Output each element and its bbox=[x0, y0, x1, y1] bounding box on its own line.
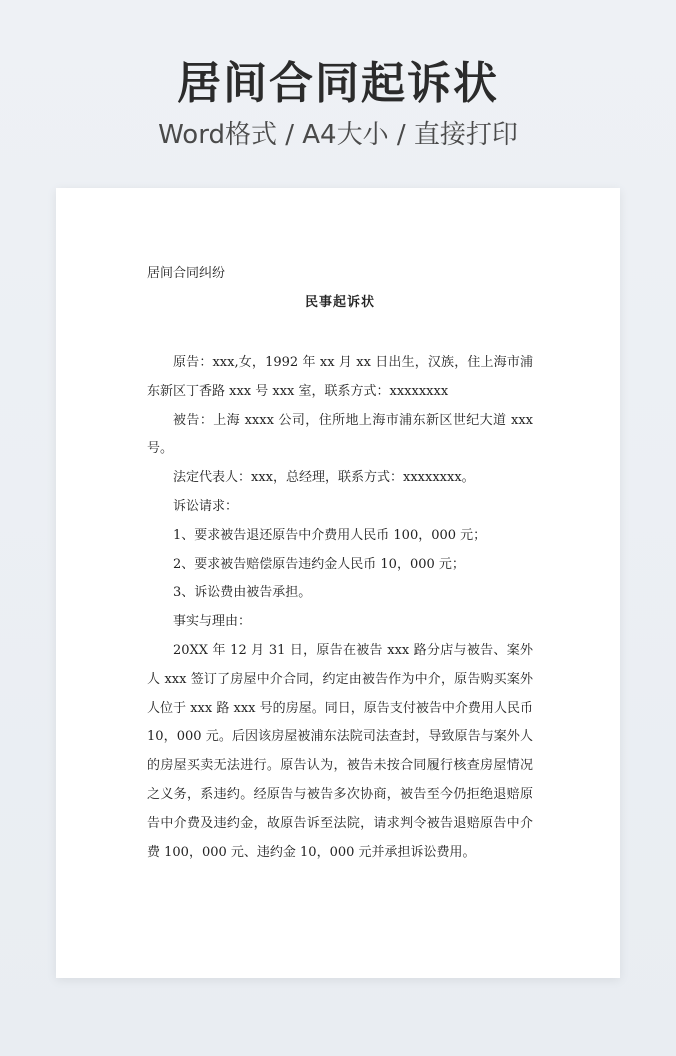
banner-subtitle: Word格式 / A4大小 / 直接打印 bbox=[158, 120, 518, 150]
legal-representative-paragraph: 法定代表人：xxx，总经理，联系方式：xxxxxxxx。 bbox=[173, 470, 475, 486]
banner-title: 居间合同起诉状 bbox=[177, 58, 499, 109]
claim-item-3: 3、诉讼费由被告承担。 bbox=[173, 585, 312, 601]
facts-paragraph: 20XX 年 12 月 31 日，原告在被告 xxx 路分店与被告、案外人 xxx 签订了房屋中介合同，约定由被告作为中介，原告购买案外人位于 xxx 路 xxx 号的房屋。同日，原告支付被告中介费用人民币 10，000 元。后因该房屋被浦东法院司法查封，导致原告与案外人的房屋买卖无法进行。原告认为，被告未按合同履行核查房屋情况之义务，系违约。经原告与被告多次协商，被告至今仍拒绝退赔原告中介费及违约金，故原告诉至法院，请求判令被告退赔原告中介费 100，000 元、违约金 10，000 元并承担诉讼费用。 bbox=[147, 642, 533, 860]
defendant-paragraph: 被告：上海 xxxx 公司，住所地上海市浦东新区世纪大道 xxx 号。 bbox=[147, 412, 533, 457]
plaintiff-paragraph: 原告：xxx,女，1992 年 xx 月 xx 日出生，汉族，住上海市浦东新区丁香路 xxx 号 xxx 室，联系方式：xxxxxxxx bbox=[147, 355, 533, 399]
document-title: 民事起诉状 bbox=[304, 295, 375, 310]
claim-item-2: 2、要求被告赔偿原告违约金人民币 10，000 元； bbox=[173, 556, 465, 572]
claim-item-1: 1、要求被告退还原告中介费用人民币 100，000 元； bbox=[173, 527, 487, 543]
promo-banner bbox=[0, 0, 676, 170]
facts-heading: 事实与理由： bbox=[173, 614, 252, 630]
claims-heading: 诉讼请求： bbox=[173, 498, 239, 514]
document-body bbox=[147, 349, 533, 867]
document-page bbox=[56, 188, 620, 978]
case-type-label: 居间合同纠纷 bbox=[147, 266, 226, 281]
